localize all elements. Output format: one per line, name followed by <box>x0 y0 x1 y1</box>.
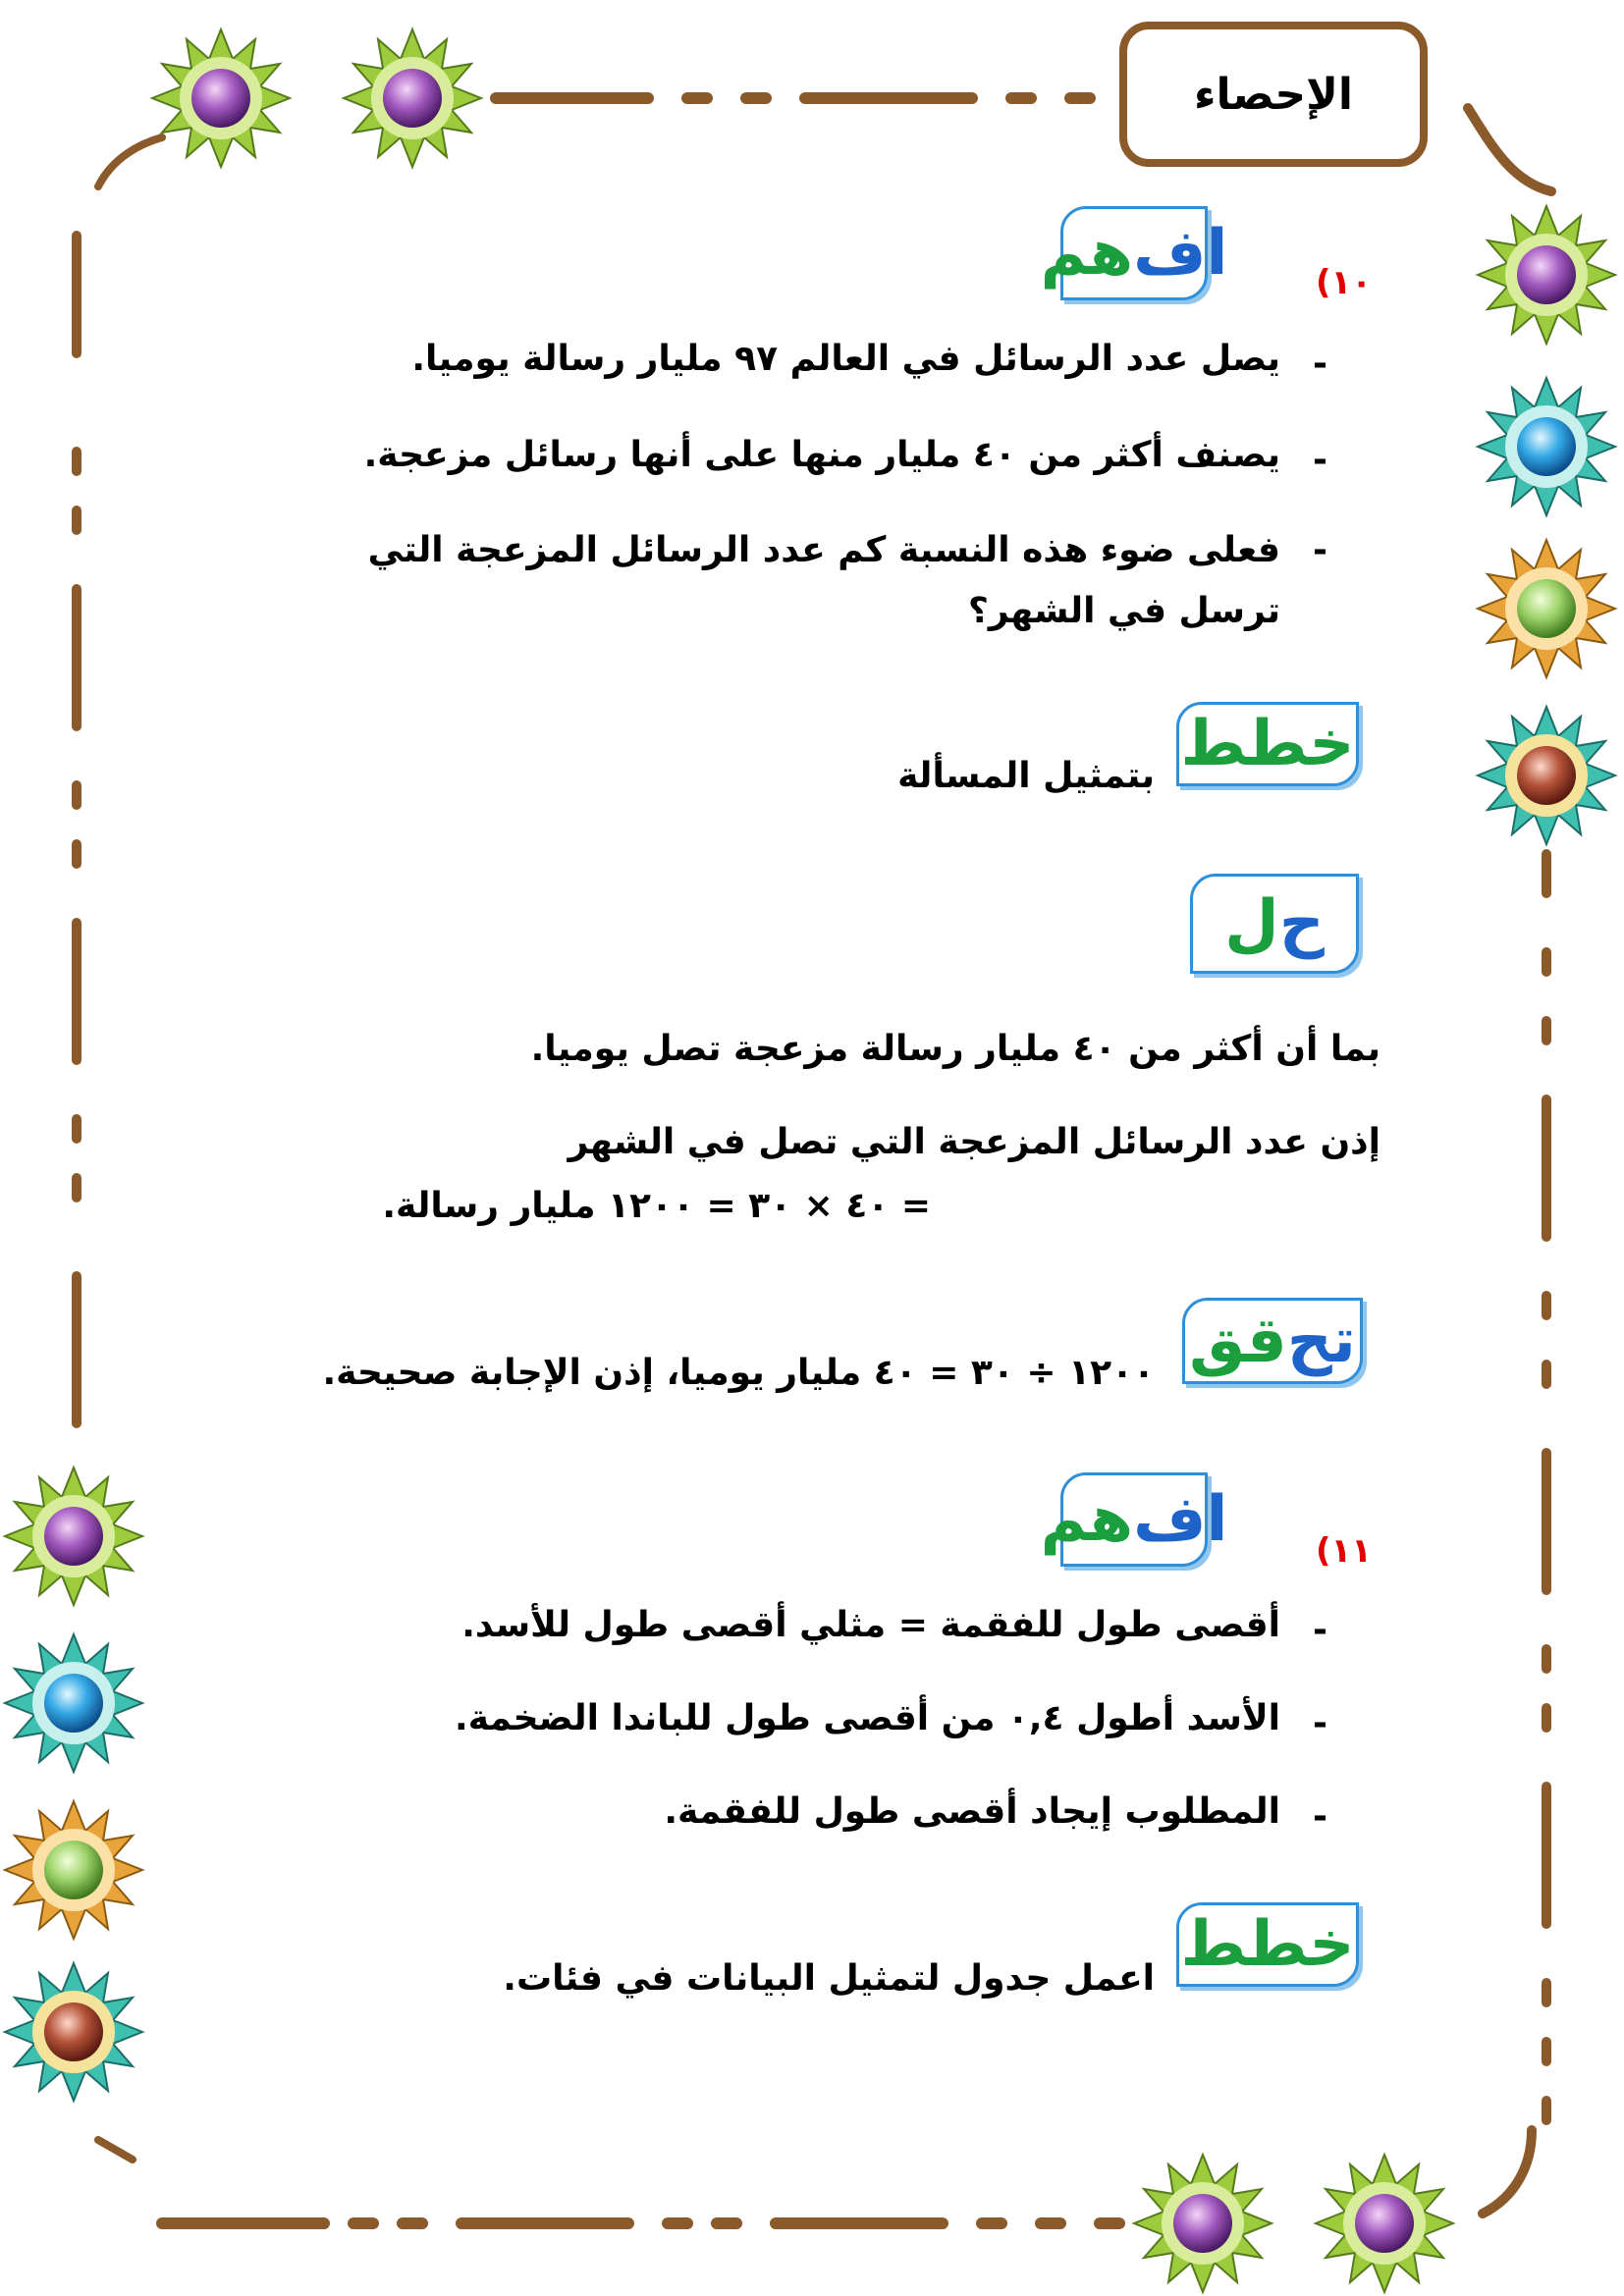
bullet: - <box>1313 1703 1327 1743</box>
bullet: - <box>1313 344 1327 384</box>
bullet: - <box>1313 530 1327 570</box>
understand-item-10-2: يصنف أكثر من ٤٠ مليار منها على أنها رسائل مزعجة. <box>363 435 1280 475</box>
understand-tag-11 <box>1040 1472 1228 1567</box>
solve-tag-part1: ح <box>1278 887 1325 960</box>
solve-tag-10 <box>1190 874 1359 974</box>
page-title-box <box>1119 22 1428 167</box>
bullet: - <box>1313 1796 1327 1837</box>
problem-number-10: ١٠) <box>1316 263 1373 302</box>
solve-line-10-1: بما أن أكثر من ٤٠ مليار رسالة مزعجة تصل يوميا. <box>530 1029 1380 1069</box>
check-text-10: ١٢٠٠ ÷ ٣٠ = ٤٠ مليار يوميا، إذن الإجابة صحيحة. <box>322 1353 1155 1393</box>
problem-number-11: ١١) <box>1316 1531 1373 1571</box>
bullet: - <box>1313 1610 1327 1650</box>
check-tag-part2: قق <box>1189 1305 1287 1377</box>
understand-item-10-3: فعلى ضوء هذه النسبة كم عدد الرسائل المزعجة التي ترسل في الشهر؟ <box>367 530 1280 631</box>
plan-tag-text: خطط <box>1180 708 1355 780</box>
check-tag-10 <box>1182 1298 1363 1384</box>
understand-item-11-2: الأسد أطول ٠,٤ من أقصى طول للباندا الضخمة. <box>455 1698 1280 1738</box>
plan-text-11: اعمل جدول لتمثيل البيانات في فئات. <box>503 1958 1155 1999</box>
plan-tag-11 <box>1176 1902 1359 1987</box>
understand-tag-part1: اف <box>1133 1483 1228 1556</box>
plan-text-10: بتمثيل المسألة <box>897 756 1155 796</box>
bullet: - <box>1313 440 1327 480</box>
plan-tag-text: خطط <box>1180 1908 1355 1981</box>
understand-tag-10 <box>1040 206 1228 300</box>
solve-tag-part2: ل <box>1224 887 1279 960</box>
solve-line-10-2: إذن عدد الرسائل المزعجة التي تصل في الشهر <box>568 1122 1380 1162</box>
understand-item-11-1: أقصى طول للفقمة = مثلي أقصى طول للأسد. <box>461 1605 1280 1645</box>
solve-line-10-3: = ٤٠ × ٣٠ = ١٢٠٠ مليار رسالة. <box>382 1186 931 1226</box>
understand-tag-part2: هم <box>1040 1483 1134 1556</box>
check-tag-part1: تح <box>1286 1305 1356 1377</box>
understand-tag-part1: اف <box>1133 217 1228 290</box>
page-title: الإحصاء <box>1194 69 1353 120</box>
understand-item-10-1: يصل عدد الرسائل في العالم ٩٧ مليار رسالة يوميا. <box>411 339 1280 379</box>
plan-tag-10 <box>1176 702 1359 786</box>
understand-item-11-3: المطلوب إيجاد أقصى طول للفقمة. <box>664 1791 1280 1832</box>
understand-tag-part2: هم <box>1040 217 1134 290</box>
